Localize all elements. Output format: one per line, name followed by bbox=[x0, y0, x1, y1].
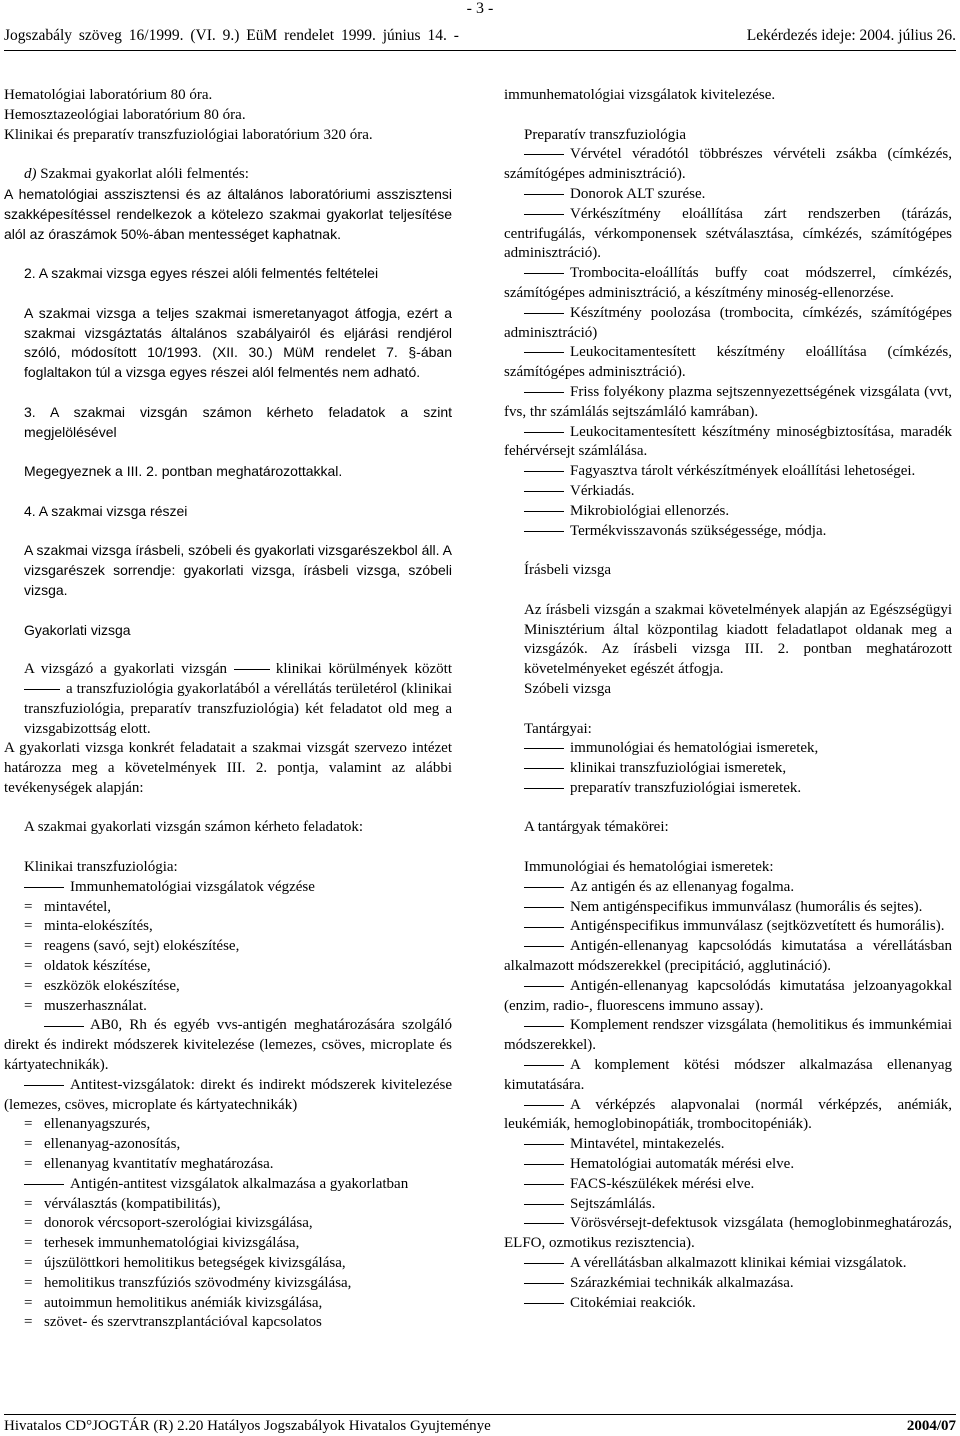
section-d-title: Szakmai gyakorlat alóli felmentés: bbox=[36, 166, 249, 183]
section-3-title: 3. A szakmai vizsgán számon kérheto feladatok a szint megjelölésével bbox=[24, 403, 452, 440]
sub-list-item: = eszközök elokészítése, bbox=[24, 977, 180, 994]
list-item: Készítmény poolozása (trombocita, címkézés, számítógépes adminisztráció) bbox=[504, 304, 952, 341]
list-item: Trombocita-eloállítás buffy coat módszerrel, címkézés, számítógépes adminisztráció, a készítmény minoség-ellenorzése. bbox=[504, 265, 952, 301]
sub-list-item: = reagens (savó, sejt) elokészítése, bbox=[24, 938, 240, 955]
list-item: FACS-készülékek mérési elve. bbox=[504, 1175, 952, 1195]
written-exam-text: Az írásbeli vizsgán a szakmai követelmények alapján az Egészségügyi Minisztérium által központilag kiadott feladatlapot oldanak meg a vizsgázók. Az írásbeli vizsga III. 2. pontban meghatározott követelményeket egészét átfogja. bbox=[524, 601, 952, 678]
sub-list-item: = ellenanyagszurés, bbox=[24, 1116, 151, 1133]
sub-list-item: = újszülöttkori hemolitikus betegségek kivizsgálása, bbox=[24, 1255, 346, 1272]
left-column bbox=[4, 86, 452, 1414]
written-exam-title: Írásbeli vizsga bbox=[524, 562, 612, 579]
antibody-sub-list bbox=[4, 1115, 452, 1174]
sub-list-item: = vérválasztás (kompatibilitás), bbox=[24, 1195, 221, 1212]
section-2-title: 2. A szakmai vizsga egyes részei alóli felmentés feltételei bbox=[24, 265, 379, 282]
hours-line: Hematológiai laboratórium 80 óra. bbox=[4, 87, 213, 103]
section-4-text: A szakmai vizsga írásbeli, szóbeli és gyakorlati vizsgarészekbol áll. A vizsgarészek sorrendje: gyakorlati vizsga, írásbeli vizsga, szóbeli vizsga. bbox=[24, 542, 452, 598]
hours-line: Hemosztazeológiai laboratórium 80 óra. bbox=[4, 106, 246, 123]
list-item: Citokémiai reakciók. bbox=[504, 1294, 952, 1314]
list-item: Donorok ALT szurése. bbox=[504, 185, 952, 205]
list-item: Az antigén és az ellenanyag fogalma. bbox=[504, 878, 952, 898]
practical-exam-text: A vizsgázó a gyakorlati vizsgán klinikai körülmények között a transzfuziológia gyakorlatából a vérellátás területérol (klinikai transzfuziológia, preparatív transzfuziológia) két feladatot old meg a vizsgabizottság elott. bbox=[24, 661, 452, 737]
list-item: Mikrobiológiai ellenorzés. bbox=[504, 502, 952, 522]
list-item: Antigénspecifikus immunválasz (sejtközvetített és humorális). bbox=[504, 917, 952, 937]
oral-exam-title: Szóbeli vizsga bbox=[524, 680, 612, 697]
list-item: Antitest-vizsgálatok: direkt és indirekt módszerek kivitelezése (lemezes, csöves, microplate és kártyatechnikák) bbox=[4, 1076, 452, 1113]
hours-line: Klinikai és preparatív transzfuziológiai laboratórium 320 óra. bbox=[4, 126, 373, 143]
section-d-letter: d) bbox=[24, 166, 37, 183]
list-item: Mintavétel, mintakezelés. bbox=[504, 1135, 952, 1155]
practical-exam-title: Gyakorlati vizsga bbox=[24, 621, 131, 638]
sub-list-item: = muszerhasználat. bbox=[24, 997, 147, 1014]
list-item: A vérellátásban alkalmazott klinikai kémiai vizsgálatok. bbox=[504, 1254, 952, 1274]
list-item: Antigén-ellenanyag kapcsolódás kimutatása jelzoanyagokkal (enzim, radio-, fluorescens immuno assay). bbox=[504, 977, 952, 1014]
subjects-title: Tantárgyai: bbox=[524, 720, 592, 737]
footer-edition: 2004/07 bbox=[906, 1418, 956, 1434]
continued-text: immunhematológiai vizsgálatok kivitelezése. bbox=[504, 87, 776, 103]
list-item: klinikai transzfuziológiai ismeretek, bbox=[504, 759, 952, 779]
list-item: AB0, Rh és egyéb vvs-antigén meghatározására szolgáló direkt és indirekt módszerek kivitelezése (lemezes, csöves, microplate és kártyatechnikák). bbox=[4, 1017, 452, 1074]
list-item: Immunhematológiai vizsgálatok végzése bbox=[4, 878, 452, 898]
section-3-text: Megegyeznek a III. 2. pontban meghatározottakkal. bbox=[24, 463, 343, 480]
sub-list-item: = minta-elokészítés, bbox=[24, 918, 153, 935]
header-query-date: Lekérdezés ideje: 2004. július 26. bbox=[746, 27, 956, 44]
section-d-text: A hematológiai asszisztensi és az általános laboratóriumi asszisztensi szakképesítéssel rendelkezok a kötelezo szakmai gyakorlat teljesítése alól az óraszámok 50%-ában mentességet kaphatnak. bbox=[4, 185, 452, 242]
list-item: A vérképzés alapvonalai (normál vérképzés, anémiák, leukémiák, hemoglobinopátiák, trombocitopéniák). bbox=[504, 1096, 952, 1133]
list-item: Vörösvérsejt-defektusok vizsgálata (hemoglobinmeghatározás, ELFO, ozmotikus rezisztencia). bbox=[504, 1215, 952, 1252]
antigen-sub-list bbox=[4, 1195, 452, 1334]
list-item: Nem antigénspecifikus immunválasz (humorális és sejtes). bbox=[504, 898, 952, 918]
list-item: Hematológiai automaták mérési elve. bbox=[504, 1155, 952, 1175]
page-footer bbox=[4, 1416, 956, 1436]
footer-publisher: Hivatalos CD°JOGTÁR (R) 2.20 Hatályos Jogszabályok Hivatalos Gyujteménye bbox=[4, 1418, 491, 1434]
header-rule bbox=[4, 50, 956, 51]
section-d-heading bbox=[4, 165, 452, 185]
sub-list-item: = mintavétel, bbox=[24, 898, 112, 915]
list-item: A komplement kötési módszer alkalmazása ellenanyag kimutatására. bbox=[504, 1057, 952, 1093]
list-item: Antigén-antitest vizsgálatok alkalmazása a gyakorlatban bbox=[4, 1175, 452, 1195]
list-item: Vérvétel véradótól többrészes vérvételi zsákba (címkézés, számítógépes adminisztráció). bbox=[504, 146, 952, 183]
section-2-text: A szakmai vizsga a teljes szakmai ismeretanyagot átfogja, ezért a szakmai vizsgáztatás általános szabályairól és eljárási rendjérol szóló, módosított 10/1993. (XII. 30.) MüM rendelet 7. §-ában foglaltakon túl a vizsga egyes részei alól felmentés nem adható. bbox=[24, 304, 452, 381]
list-item: Fagyasztva tárolt vérkészítmények eloállítási lehetoségei. bbox=[504, 462, 952, 482]
topics-title: A tantárgyak témakörei: bbox=[524, 819, 669, 836]
page-number: - 3 - bbox=[466, 0, 494, 17]
right-column bbox=[504, 86, 952, 1414]
list-item: Friss folyékony plazma sejtszennyezettségének vizsgálata (vvt, fvs, thr számlálás sejtszámláló kamrában). bbox=[504, 383, 952, 420]
list-item: immunológiai és hematológiai ismeretek, bbox=[504, 739, 952, 759]
list-item: Leukocitamentesített készítmény minoségbiztosítása, maradék fehérvérsejt számlálása. bbox=[504, 423, 952, 460]
preparative-transfusion-title: Preparatív transzfuziológia bbox=[524, 126, 687, 143]
sub-list-item: = donorok vércsoport-szerológiai kivizsgálása, bbox=[24, 1215, 313, 1232]
sub-list-item: = ellenanyag-azonosítás, bbox=[24, 1136, 181, 1153]
list-item: Leukocitamentesített készítmény eloállítása (címkézés, számítógépes adminisztráció). bbox=[504, 344, 952, 381]
sub-list-item: = szövet- és szervtranszplantációval kapcsolatos bbox=[24, 1314, 322, 1331]
list-item: Szárazkémiai technikák alkalmazása. bbox=[504, 1274, 952, 1294]
practical-exam-text-2: A gyakorlati vizsga konkrét feladatait a szakmai vizsgát szervezo intézet határozza meg a követelmények III. 2. pontja, valamint az alábbi tevékenységek alapján: bbox=[4, 740, 452, 796]
clinical-transfusion-title: Klinikai transzfuziológia: bbox=[24, 859, 178, 876]
list-item: Sejtszámlálás. bbox=[504, 1195, 952, 1215]
sub-list-item: = hemolitikus transzfúziós szövodmény kivizsgálása, bbox=[24, 1274, 352, 1291]
page-header bbox=[4, 26, 956, 46]
immuno-sub-list bbox=[4, 898, 452, 1017]
sub-list-item: = terhesek immunhematológiai kivizsgálása, bbox=[24, 1235, 300, 1252]
list-item: preparatív transzfuziológiai ismeretek. bbox=[504, 779, 952, 799]
list-item: Vérkiadás. bbox=[504, 482, 952, 502]
sub-list-item: = autoimmun hemolitikus anémiák kivizsgálása, bbox=[24, 1294, 323, 1311]
list-item: Termékvisszavonás szükségessége, módja. bbox=[504, 522, 952, 542]
practical-tasks-intro: A szakmai gyakorlati vizsgán számon kérheto feladatok: bbox=[24, 819, 364, 836]
footer-rule bbox=[4, 1414, 956, 1415]
list-item: Komplement rendszer vizsgálata (hemolitikus és immunkémiai módszerekkel). bbox=[504, 1017, 952, 1054]
immuno-hematology-title: Immunológiai és hematológiai ismeretek: bbox=[524, 859, 774, 876]
sub-list-item: = oldatok készítése, bbox=[24, 958, 151, 975]
section-4-title: 4. A szakmai vizsga részei bbox=[24, 502, 188, 519]
list-item: Antigén-ellenanyag kapcsolódás kimutatása a vérellátásban alkalmazott módszerekkel (precipitáció, agglutináció). bbox=[504, 938, 952, 975]
header-document-title: Jogszabály szöveg 16/1999. (VI. 9.) EüM rendelet 1999. június 14. - bbox=[4, 27, 459, 44]
sub-list-item: = ellenanyag kvantitatív meghatározása. bbox=[24, 1156, 274, 1173]
list-item: Vérkészítmény eloállítása zárt rendszerben (tárázás, centrifugálás, vérkomponensek szétválasztása, címkézés, számítógépes adminisztráció). bbox=[504, 205, 952, 262]
